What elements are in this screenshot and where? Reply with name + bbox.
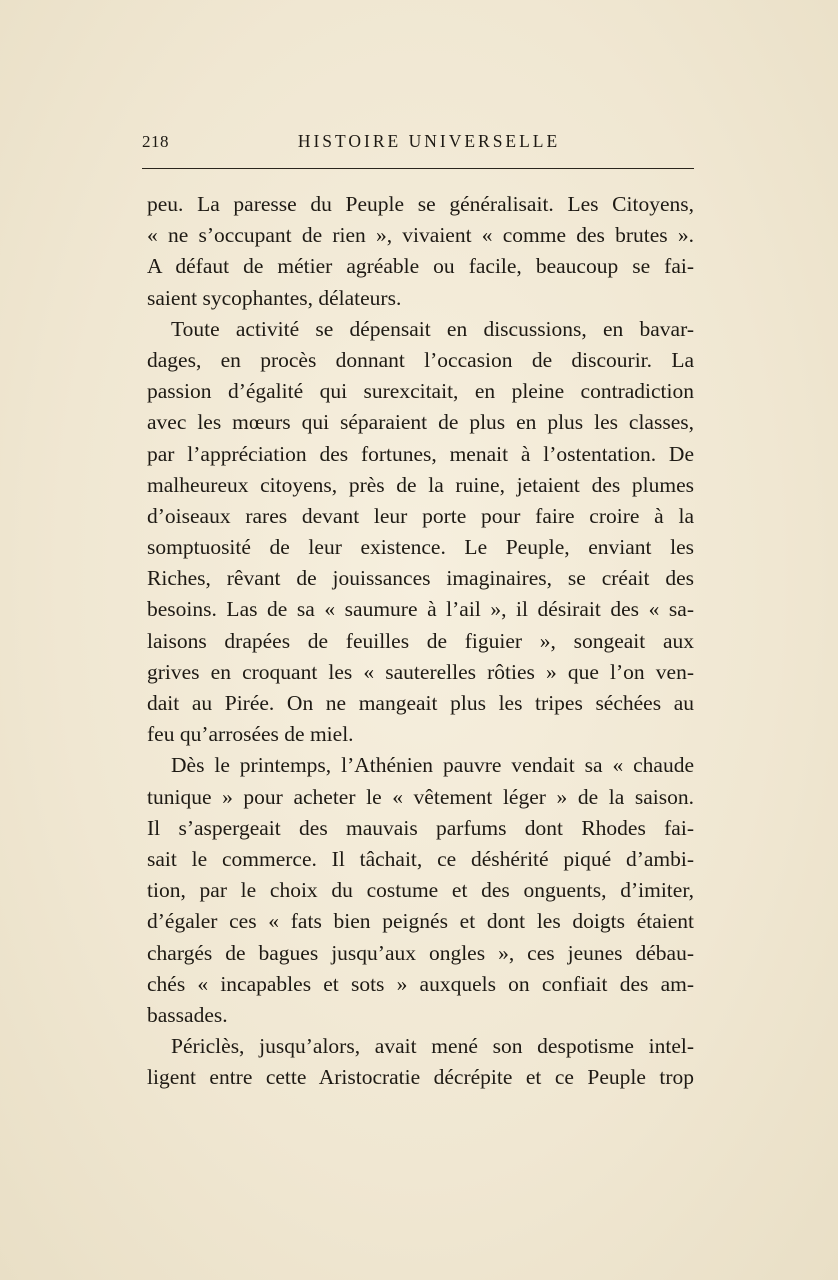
text-line: tion, par le choix du costume et des onguents, d’imiter, xyxy=(147,878,694,903)
page-number: 218 xyxy=(142,132,169,151)
body-text xyxy=(147,189,694,1093)
text-line: chargés de bagues jusqu’aux ongles », ces jeunes débau- xyxy=(147,940,694,965)
running-head xyxy=(142,128,694,160)
text-line: bassades. xyxy=(147,1002,228,1027)
header-rule xyxy=(142,168,694,169)
text-line: besoins. Las de sa « saumure à l’ail », il désirait des « sa- xyxy=(147,597,694,622)
text-line: Toute activité se dépensait en discussions, en bavar- xyxy=(171,316,694,341)
text-line: laisons drapées de feuilles de figuier », songeait aux xyxy=(147,628,694,653)
text-line: Périclès, jusqu’alors, avait mené son despotisme intel- xyxy=(171,1034,694,1059)
text-line: dages, en procès donnant l’occasion de discourir. La xyxy=(147,347,694,372)
text-line: passion d’égalité qui surexcitait, en pleine contradiction xyxy=(147,379,694,404)
text-line: avec les mœurs qui séparaient de plus en plus les classes, xyxy=(147,410,694,435)
text-line: Riches, rêvant de jouissances imaginaires, se créait des xyxy=(147,566,694,591)
text-line: tunique » pour acheter le « vêtement léger » de la saison. xyxy=(147,784,694,809)
text-line: malheureux citoyens, près de la ruine, jetaient des plumes xyxy=(147,472,694,497)
text-line: d’oiseaux rares devant leur porte pour faire croire à la xyxy=(147,503,694,528)
text-line: « ne s’occupant de rien », vivaient « comme des brutes ». xyxy=(147,223,694,248)
text-line: saient sycophantes, délateurs. xyxy=(147,285,402,310)
text-line: peu. La paresse du Peuple se généralisait. Les Citoyens, xyxy=(147,192,694,216)
running-title: HISTOIRE UNIVERSELLE xyxy=(297,131,561,151)
text-line: chés « incapables et sots » auxquels on confiait des am- xyxy=(147,971,694,996)
text-line: Il s’aspergeait des mauvais parfums dont Rhodes fai- xyxy=(147,815,694,840)
text-line: somptuosité de leur existence. Le Peuple, enviant les xyxy=(147,535,694,560)
text-line: par l’appréciation des fortunes, menait à l’ostentation. De xyxy=(147,441,694,466)
text-line: ligent entre cette Aristocratie décrépite et ce Peuple trop xyxy=(147,1065,694,1090)
text-line: Dès le printemps, l’Athénien pauvre vendait sa « chaude xyxy=(171,753,694,778)
text-line: sait le commerce. Il tâchait, ce déshérité piqué d’ambi- xyxy=(147,846,694,871)
text-line: dait au Pirée. On ne mangeait plus les tripes séchées au xyxy=(147,691,694,715)
text-line: A défaut de métier agréable ou facile, beaucoup se fai- xyxy=(147,254,694,279)
text-line: d’égaler ces « fats bien peignés et dont les doigts étaient xyxy=(147,909,694,934)
text-line: grives en croquant les « sauterelles rôties » que l’on ven- xyxy=(147,659,694,684)
text-line: feu qu’arrosées de miel. xyxy=(147,722,354,747)
